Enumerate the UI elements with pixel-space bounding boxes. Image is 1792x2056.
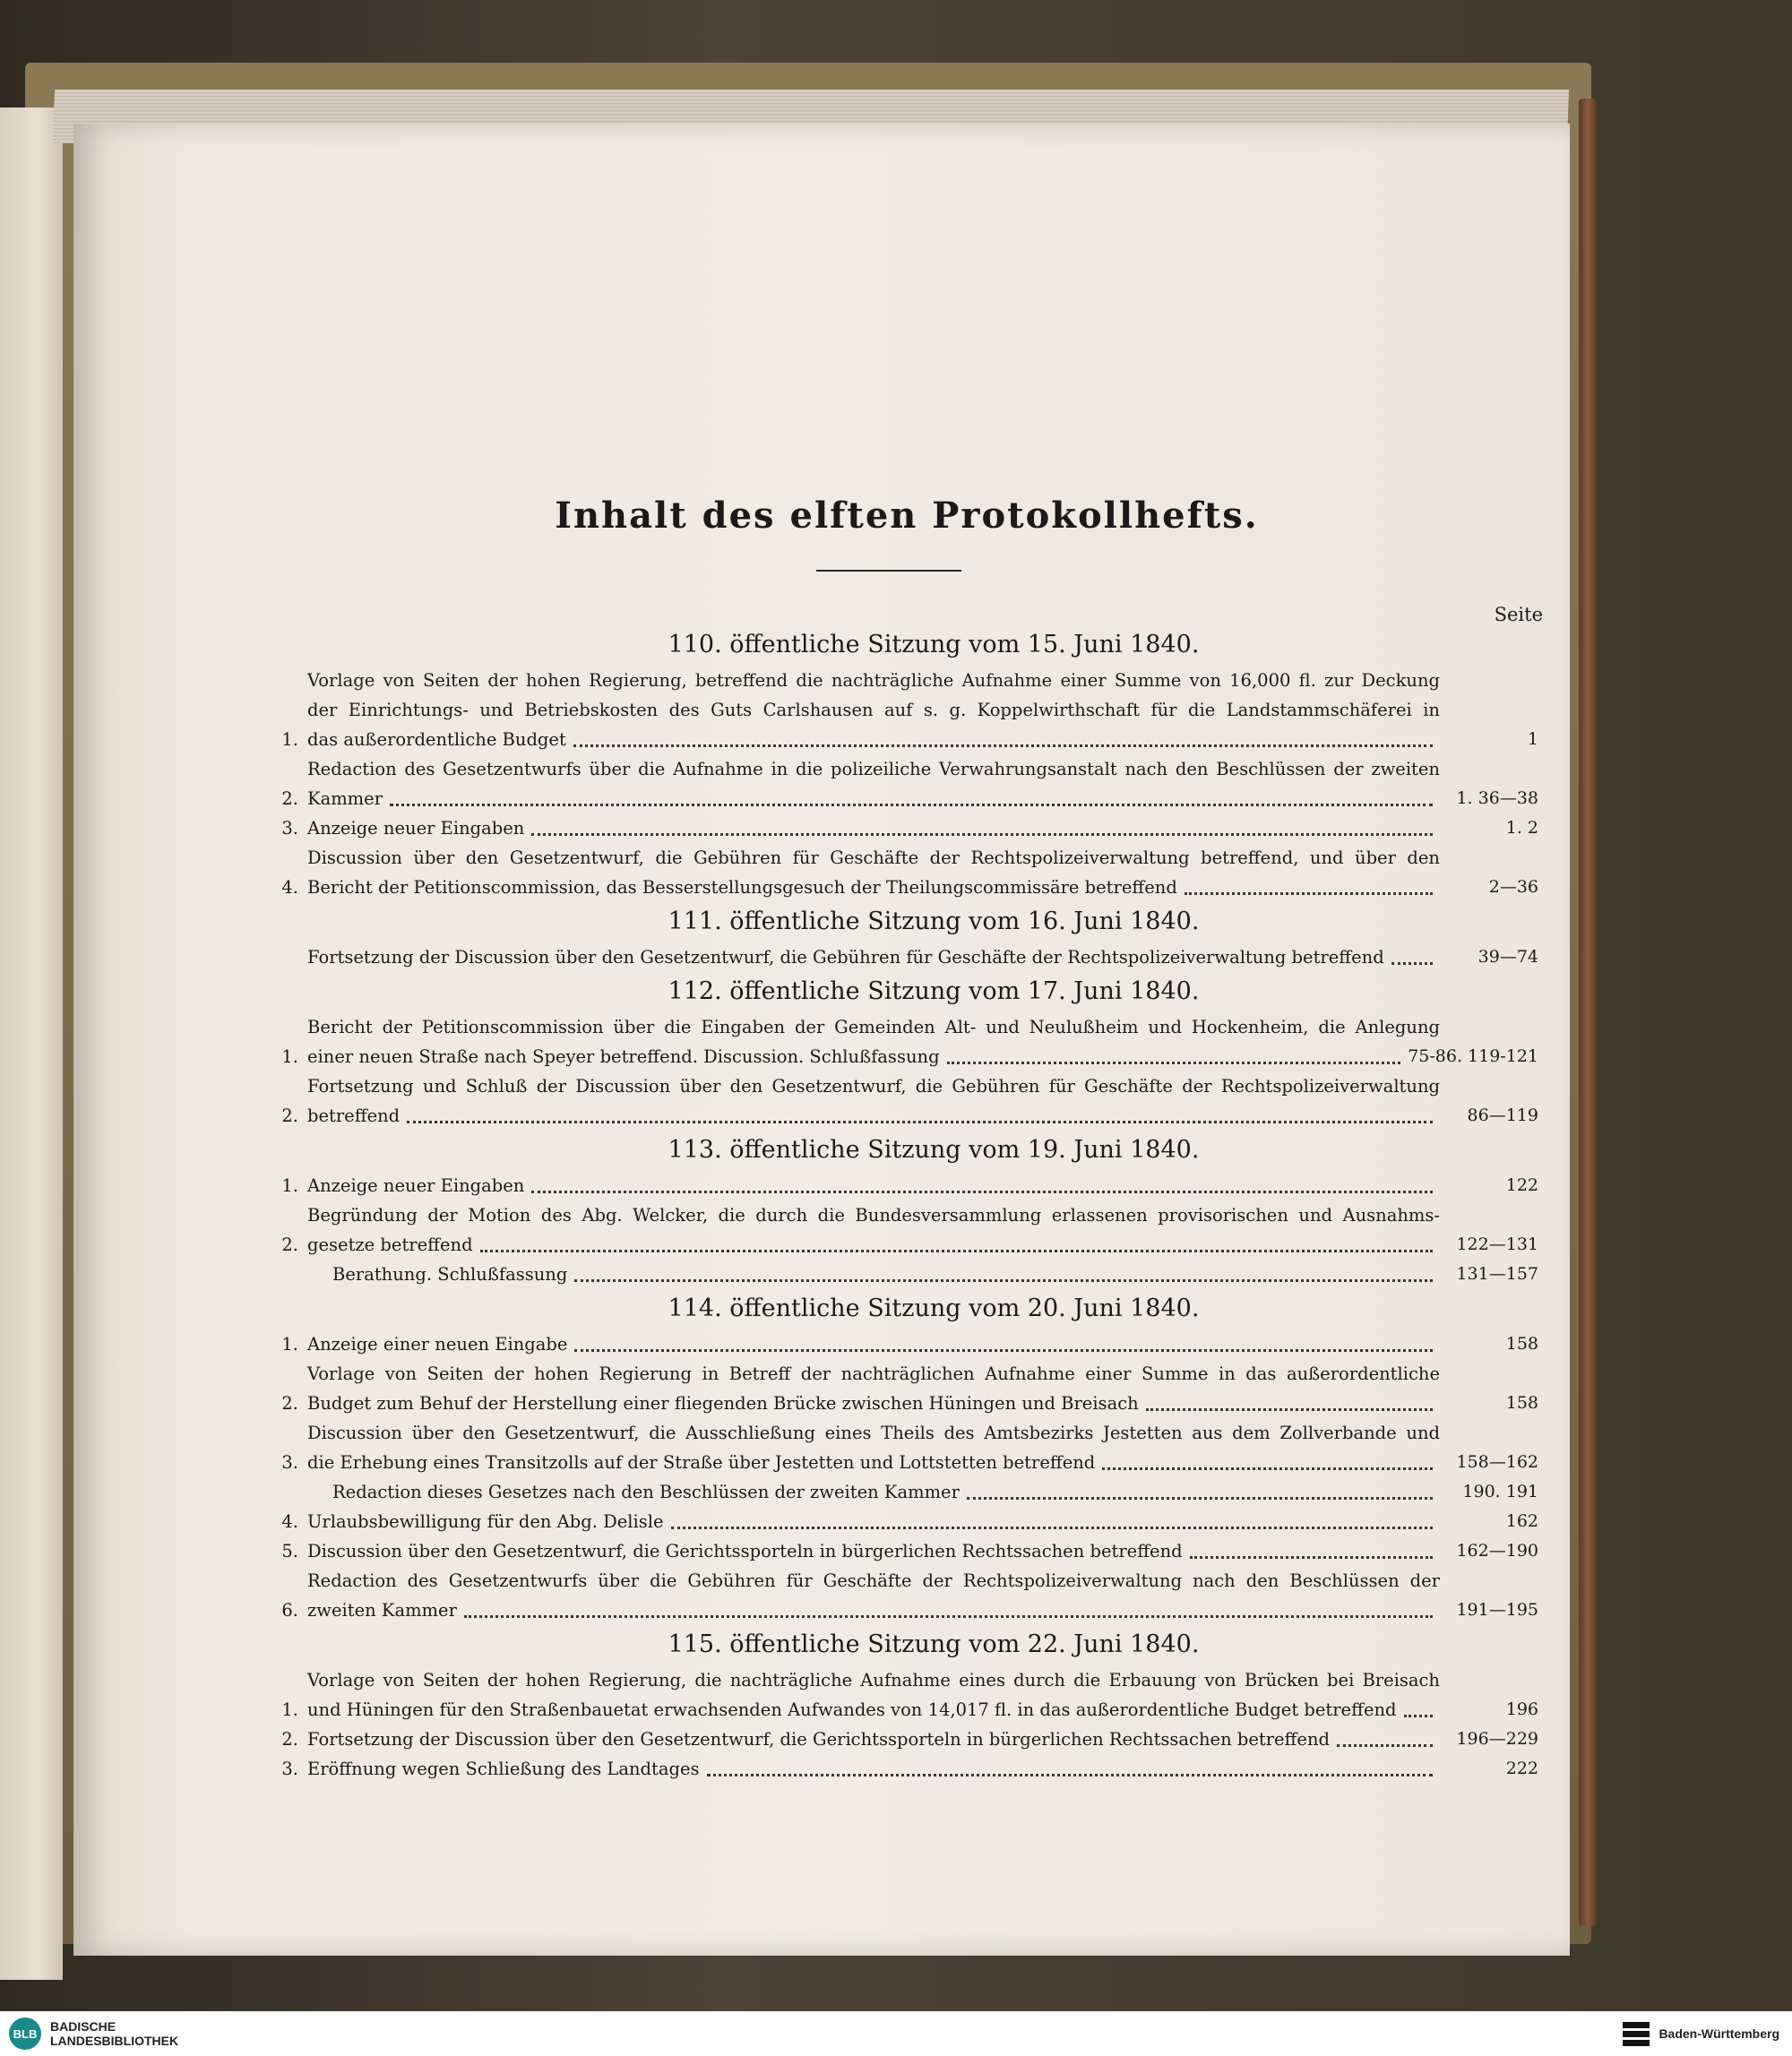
- blb-name-line1: BADISCHE: [50, 2019, 116, 2034]
- page-reference: 162—190: [1456, 1541, 1538, 1561]
- session-section: [275, 908, 1538, 972]
- page-reference: 158—162: [1456, 1452, 1538, 1472]
- entry-text-line: Begründung der Motion des Abg. Welcker, die durch die Bundesversammlung erlassenen provisorischen und Ausnahms-: [307, 1205, 1440, 1226]
- entry-number: 3.: [281, 818, 298, 839]
- page-reference: 86—119: [1467, 1105, 1538, 1125]
- entry-text-last: Berathung. Schlußfassung: [332, 1264, 568, 1285]
- left-page-edge: [0, 108, 63, 1980]
- toc-entry: [275, 1260, 1538, 1289]
- dot-leader: [1391, 961, 1433, 965]
- page-reference: 190. 191: [1462, 1482, 1538, 1501]
- entry-text-last: Budget zum Behuf der Herstellung einer fliegenden Brücke zwischen Hüningen und Breisach: [307, 1393, 1139, 1414]
- dot-leader: [967, 1496, 1433, 1500]
- dot-leader: [1102, 1467, 1433, 1470]
- page-reference: 162: [1505, 1511, 1538, 1531]
- session-section: [275, 977, 1538, 1131]
- dot-leader: [531, 832, 1433, 836]
- session-heading: 112. öffentliche Sitzung vom 17. Juni 1840.: [668, 977, 1200, 1005]
- entry-number: 1.: [281, 1334, 298, 1355]
- title-rule: [816, 570, 961, 572]
- bw-name: Baden-Württemberg: [1658, 2026, 1779, 2041]
- entry-number: 1.: [281, 1175, 298, 1196]
- page-title: Inhalt des elften Protokollhefts.: [555, 495, 1259, 537]
- entry-text-last: Fortsetzung der Discussion über den Gesetzentwurf, die Gebühren für Geschäfte der Rechtspolizeiverwaltung betreffend: [307, 947, 1384, 968]
- page-reference: 75-86. 119-121: [1408, 1046, 1538, 1066]
- dot-leader: [1146, 1407, 1433, 1411]
- toc-entry: [275, 1507, 1538, 1536]
- page-reference: 196—229: [1456, 1729, 1538, 1749]
- entry-text-last: Discussion über den Gesetzentwurf, die Gerichtssporteln in bürgerlichen Rechtssachen betreffend: [307, 1541, 1183, 1561]
- entry-text-line: Vorlage von Seiten der hohen Regierung, betreffend die nachträgliche Aufnahme einer Summe von 16,000 fl. zur Deckung: [307, 670, 1440, 691]
- blb-logo-icon: BLB: [9, 2017, 41, 2050]
- dot-leader: [390, 803, 1433, 806]
- toc-entry: [275, 1754, 1538, 1784]
- dot-leader: [671, 1526, 1433, 1529]
- session-heading: 110. öffentliche Sitzung vom 15. Juni 1840.: [668, 631, 1200, 658]
- page-reference: 196: [1505, 1699, 1538, 1719]
- entry-text-last: Anzeige neuer Eingaben: [307, 1175, 525, 1196]
- entry-text-last: Bericht der Petitionscommission, das Besserstellungsgesuch der Theilungscommissäre betreffend: [307, 877, 1177, 898]
- entry-text-line: Discussion über den Gesetzentwurf, die Gebühren für Geschäfte der Rechtspolizeiverwaltung betreffend, und über den: [307, 847, 1440, 868]
- entry-number: 3.: [281, 1759, 298, 1779]
- entry-text-last: das außerordentliche Budget: [307, 729, 566, 750]
- blb-name-line2: LANDESBIBLIOTHEK: [50, 2034, 179, 2048]
- session-heading: 113. öffentliche Sitzung vom 19. Juni 1840.: [668, 1136, 1200, 1164]
- bw-branding: [1621, 2018, 1792, 2049]
- entry-text-last: gesetze betreffend: [307, 1234, 473, 1255]
- session-section: [275, 1630, 1538, 1784]
- page-reference: 191—195: [1456, 1600, 1538, 1620]
- dot-leader: [480, 1249, 1433, 1252]
- toc-entry: [275, 1329, 1538, 1359]
- session-heading: 114. öffentliche Sitzung vom 20. Juni 1840.: [668, 1295, 1200, 1322]
- page-reference: 39—74: [1478, 947, 1538, 967]
- dot-leader: [707, 1773, 1433, 1776]
- entry-number: 1.: [281, 729, 298, 750]
- dot-leader: [1337, 1743, 1433, 1747]
- entry-text-line: Redaction des Gesetzentwurfs über die Gebühren für Geschäfte der Rechtspolizeiverwaltung nach den Beschlüssen der: [307, 1570, 1440, 1591]
- entry-number: 2.: [281, 1729, 298, 1750]
- entry-number: 4.: [281, 877, 298, 898]
- dot-leader: [574, 1278, 1433, 1282]
- lions-crest-icon: [1621, 2018, 1651, 2049]
- page-reference: 131—157: [1456, 1264, 1538, 1284]
- page-reference: 1. 2: [1505, 818, 1538, 838]
- toc-entry: [275, 1071, 1538, 1131]
- entry-text-line: Redaction des Gesetzentwurfs über die Aufnahme in die polizeiliche Verwahrungsanstalt nach den Beschlüssen der zweiten: [307, 759, 1440, 779]
- entry-number: 6.: [281, 1600, 298, 1621]
- blb-branding: [0, 2017, 178, 2050]
- dot-leader: [464, 1614, 1433, 1618]
- entry-text-last: einer neuen Straße nach Speyer betreffend. Discussion. Schlußfassung: [307, 1046, 940, 1067]
- dot-leader: [574, 1348, 1433, 1352]
- dot-leader: [531, 1190, 1433, 1193]
- toc-entry: [275, 666, 1538, 754]
- dot-leader: [573, 744, 1433, 747]
- page-reference: 1. 36—38: [1456, 788, 1538, 808]
- entry-number: 1.: [281, 1046, 298, 1067]
- session-heading: 115. öffentliche Sitzung vom 22. Juni 1840.: [668, 1630, 1200, 1658]
- entry-text-last: die Erhebung eines Transitzolls auf der Straße über Jestetten und Lottstetten betreffend: [307, 1452, 1096, 1473]
- entry-text-line: Vorlage von Seiten der hohen Regierung, die nachträgliche Aufnahme eines durch die Erbauung von Brücken bei Breisach: [307, 1670, 1440, 1690]
- sessions-list: [275, 625, 1538, 1784]
- entry-text-last: Urlaubsbewilligung für den Abg. Delisle: [307, 1511, 664, 1532]
- entry-number: 3.: [281, 1452, 298, 1473]
- page-reference: 158: [1505, 1334, 1538, 1354]
- toc-entry: [275, 813, 1538, 843]
- page-reference: 158: [1505, 1393, 1538, 1413]
- entry-text-last: Anzeige einer neuen Eingabe: [307, 1334, 568, 1355]
- entry-text-last: Fortsetzung der Discussion über den Gesetzentwurf, die Gerichtssporteln in bürgerlichen Rechtssachen betreffend: [307, 1729, 1330, 1750]
- session-section: [275, 1136, 1538, 1289]
- entry-text-last: Eröffnung wegen Schließung des Landtages: [307, 1759, 700, 1779]
- footer-bar: [0, 2011, 1792, 2056]
- entry-text-line: Fortsetzung und Schluß der Discussion über den Gesetzentwurf, die Gebühren für Geschäfte der Rechtspolizeiverwaltung: [307, 1076, 1440, 1097]
- session-heading: 111. öffentliche Sitzung vom 16. Juni 1840.: [668, 908, 1200, 935]
- dot-leader: [1404, 1714, 1433, 1717]
- dot-leader: [1185, 891, 1433, 895]
- toc-entry: [275, 1566, 1538, 1625]
- entry-number: 2.: [281, 1105, 298, 1126]
- entry-text-last: Anzeige neuer Eingaben: [307, 818, 525, 839]
- session-section: [275, 631, 1538, 902]
- entry-text-line: Bericht der Petitionscommission über die Eingaben der Gemeinden Alt- und Neulußheim und Hockenheim, die Anlegung: [307, 1017, 1440, 1037]
- entry-number: 2.: [281, 788, 298, 809]
- page-column-label: Seite: [1494, 604, 1543, 625]
- dot-leader: [1190, 1555, 1433, 1559]
- toc-entry: [275, 1171, 1538, 1200]
- entry-text-line: Vorlage von Seiten der hohen Regierung in Betreff der nachträglichen Aufnahme einer Summe in das außerordentliche: [307, 1363, 1440, 1384]
- dot-leader: [947, 1061, 1401, 1064]
- entry-number: 5.: [281, 1541, 298, 1561]
- dot-leader: [407, 1120, 1433, 1123]
- entry-text-last: und Hüningen für den Straßenbauetat erwachsenden Aufwandes von 14,017 fl. in das außerordentliche Budget betreffend: [307, 1699, 1397, 1720]
- toc-entry: [275, 1725, 1538, 1754]
- toc-entry: [275, 1418, 1538, 1477]
- entry-number: 1.: [281, 1699, 298, 1720]
- entry-number: 2.: [281, 1234, 298, 1255]
- toc-entry: [275, 1477, 1538, 1507]
- page-reference: 122—131: [1456, 1234, 1538, 1254]
- entry-number: 2.: [281, 1393, 298, 1414]
- toc-entry: [275, 843, 1538, 902]
- session-section: [275, 1295, 1538, 1625]
- toc-entry: [275, 754, 1538, 813]
- toc-entry: [275, 1536, 1538, 1566]
- toc-entry: [275, 1665, 1538, 1725]
- toc-entry: [275, 1359, 1538, 1418]
- page-reference: 222: [1505, 1759, 1538, 1778]
- entry-number: 4.: [281, 1511, 298, 1532]
- entry-text-line: Discussion über den Gesetzentwurf, die Ausschließung eines Theils des Amtsbezirks Jestetten aus dem Zollverbande und: [307, 1423, 1440, 1443]
- page-reference: 2—36: [1488, 877, 1538, 897]
- entry-text-last: Kammer: [307, 788, 383, 809]
- page-reference: 122: [1505, 1175, 1538, 1195]
- page-reference: 1: [1527, 729, 1538, 749]
- entry-text-last: zweiten Kammer: [307, 1600, 457, 1621]
- entry-text-last: Redaction dieses Gesetzes nach den Beschlüssen der zweiten Kammer: [332, 1482, 960, 1502]
- entry-text-last: betreffend: [307, 1105, 401, 1126]
- toc-entry: [275, 1200, 1538, 1260]
- entry-text-line: der Einrichtungs- und Betriebskosten des Guts Carlshausen auf s. g. Koppelwirthschaft für die Landstammschäferei in: [307, 700, 1440, 720]
- toc-entry: [275, 942, 1538, 972]
- book-page: [73, 124, 1570, 1956]
- toc-entry: [275, 1012, 1538, 1071]
